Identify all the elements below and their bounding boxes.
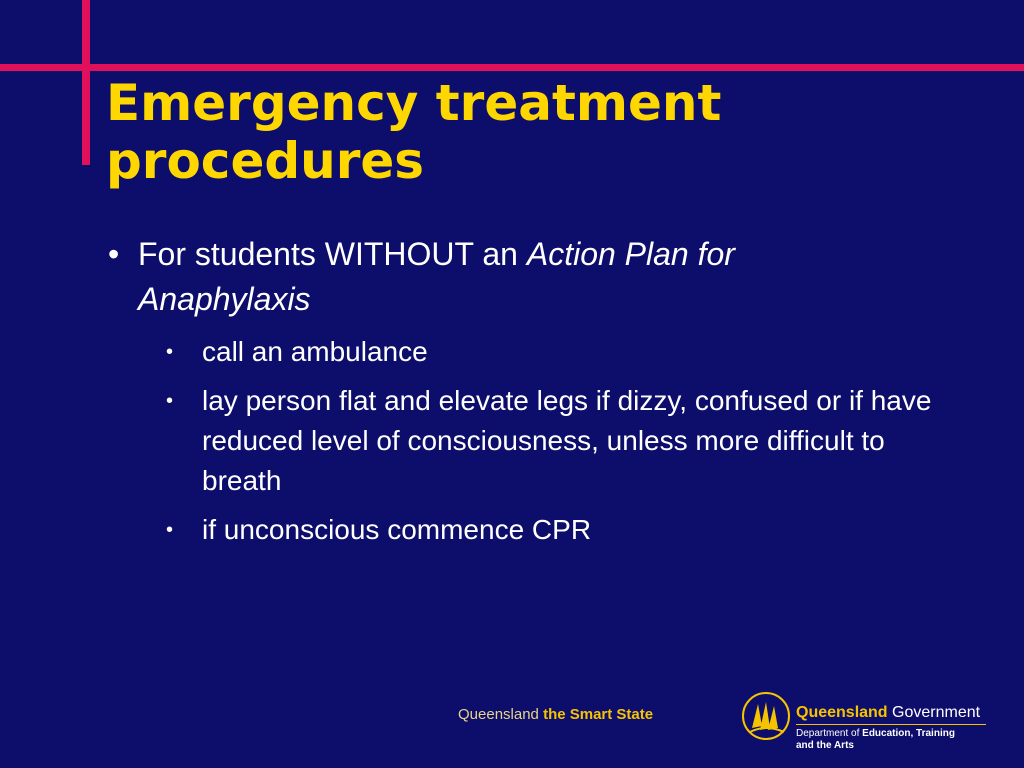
main-bullet-text (138, 232, 898, 322)
slide-title (106, 74, 721, 190)
gov-rest: Government (892, 704, 981, 721)
sub-bullet-item (166, 332, 988, 372)
sub-bullet-text: call an ambulance (202, 336, 428, 367)
main-bullet-italic-1: Action Plan for (526, 236, 735, 272)
main-bullet-italic-2: Anaphylaxis (138, 281, 311, 317)
gov-bold: Queensland (796, 704, 888, 721)
sub-bullet-text: if unconscious commence CPR (202, 514, 592, 545)
decor-horizontal-line (0, 64, 1024, 71)
dept-bold-2: and the Arts (796, 740, 854, 751)
decor-vertical-line (82, 0, 90, 165)
bullet-marker: • (108, 236, 120, 272)
sub-bullet-item (166, 510, 988, 550)
government-name (796, 704, 980, 722)
title-line-1: Emergency treatment (106, 74, 722, 132)
smart-state-tagline (458, 706, 653, 723)
main-bullet-prefix: For students WITHOUT an (138, 236, 527, 272)
sub-bullet-marker: • (166, 341, 174, 363)
tagline-suffix: the Smart State (543, 706, 654, 723)
main-bullet (108, 232, 988, 322)
sub-bullet-text: lay person flat and elevate legs if dizzy, confused or if have reduced level of consciousness, unless more difficult to breath (202, 385, 932, 496)
tagline-prefix: Queensland (458, 706, 539, 723)
title-line-2: procedures (106, 132, 425, 190)
sub-bullet-item (166, 381, 988, 501)
sub-bullet-marker: • (166, 519, 174, 541)
sub-bullet-list (166, 332, 988, 550)
dept-bold-1: Education, Training (862, 728, 955, 739)
sub-bullet-marker: • (166, 390, 174, 412)
slide-content (108, 232, 988, 559)
gov-divider (796, 724, 986, 725)
queensland-crest-icon (740, 690, 792, 742)
dept-prefix: Department of (796, 728, 863, 739)
department-name (796, 728, 996, 752)
